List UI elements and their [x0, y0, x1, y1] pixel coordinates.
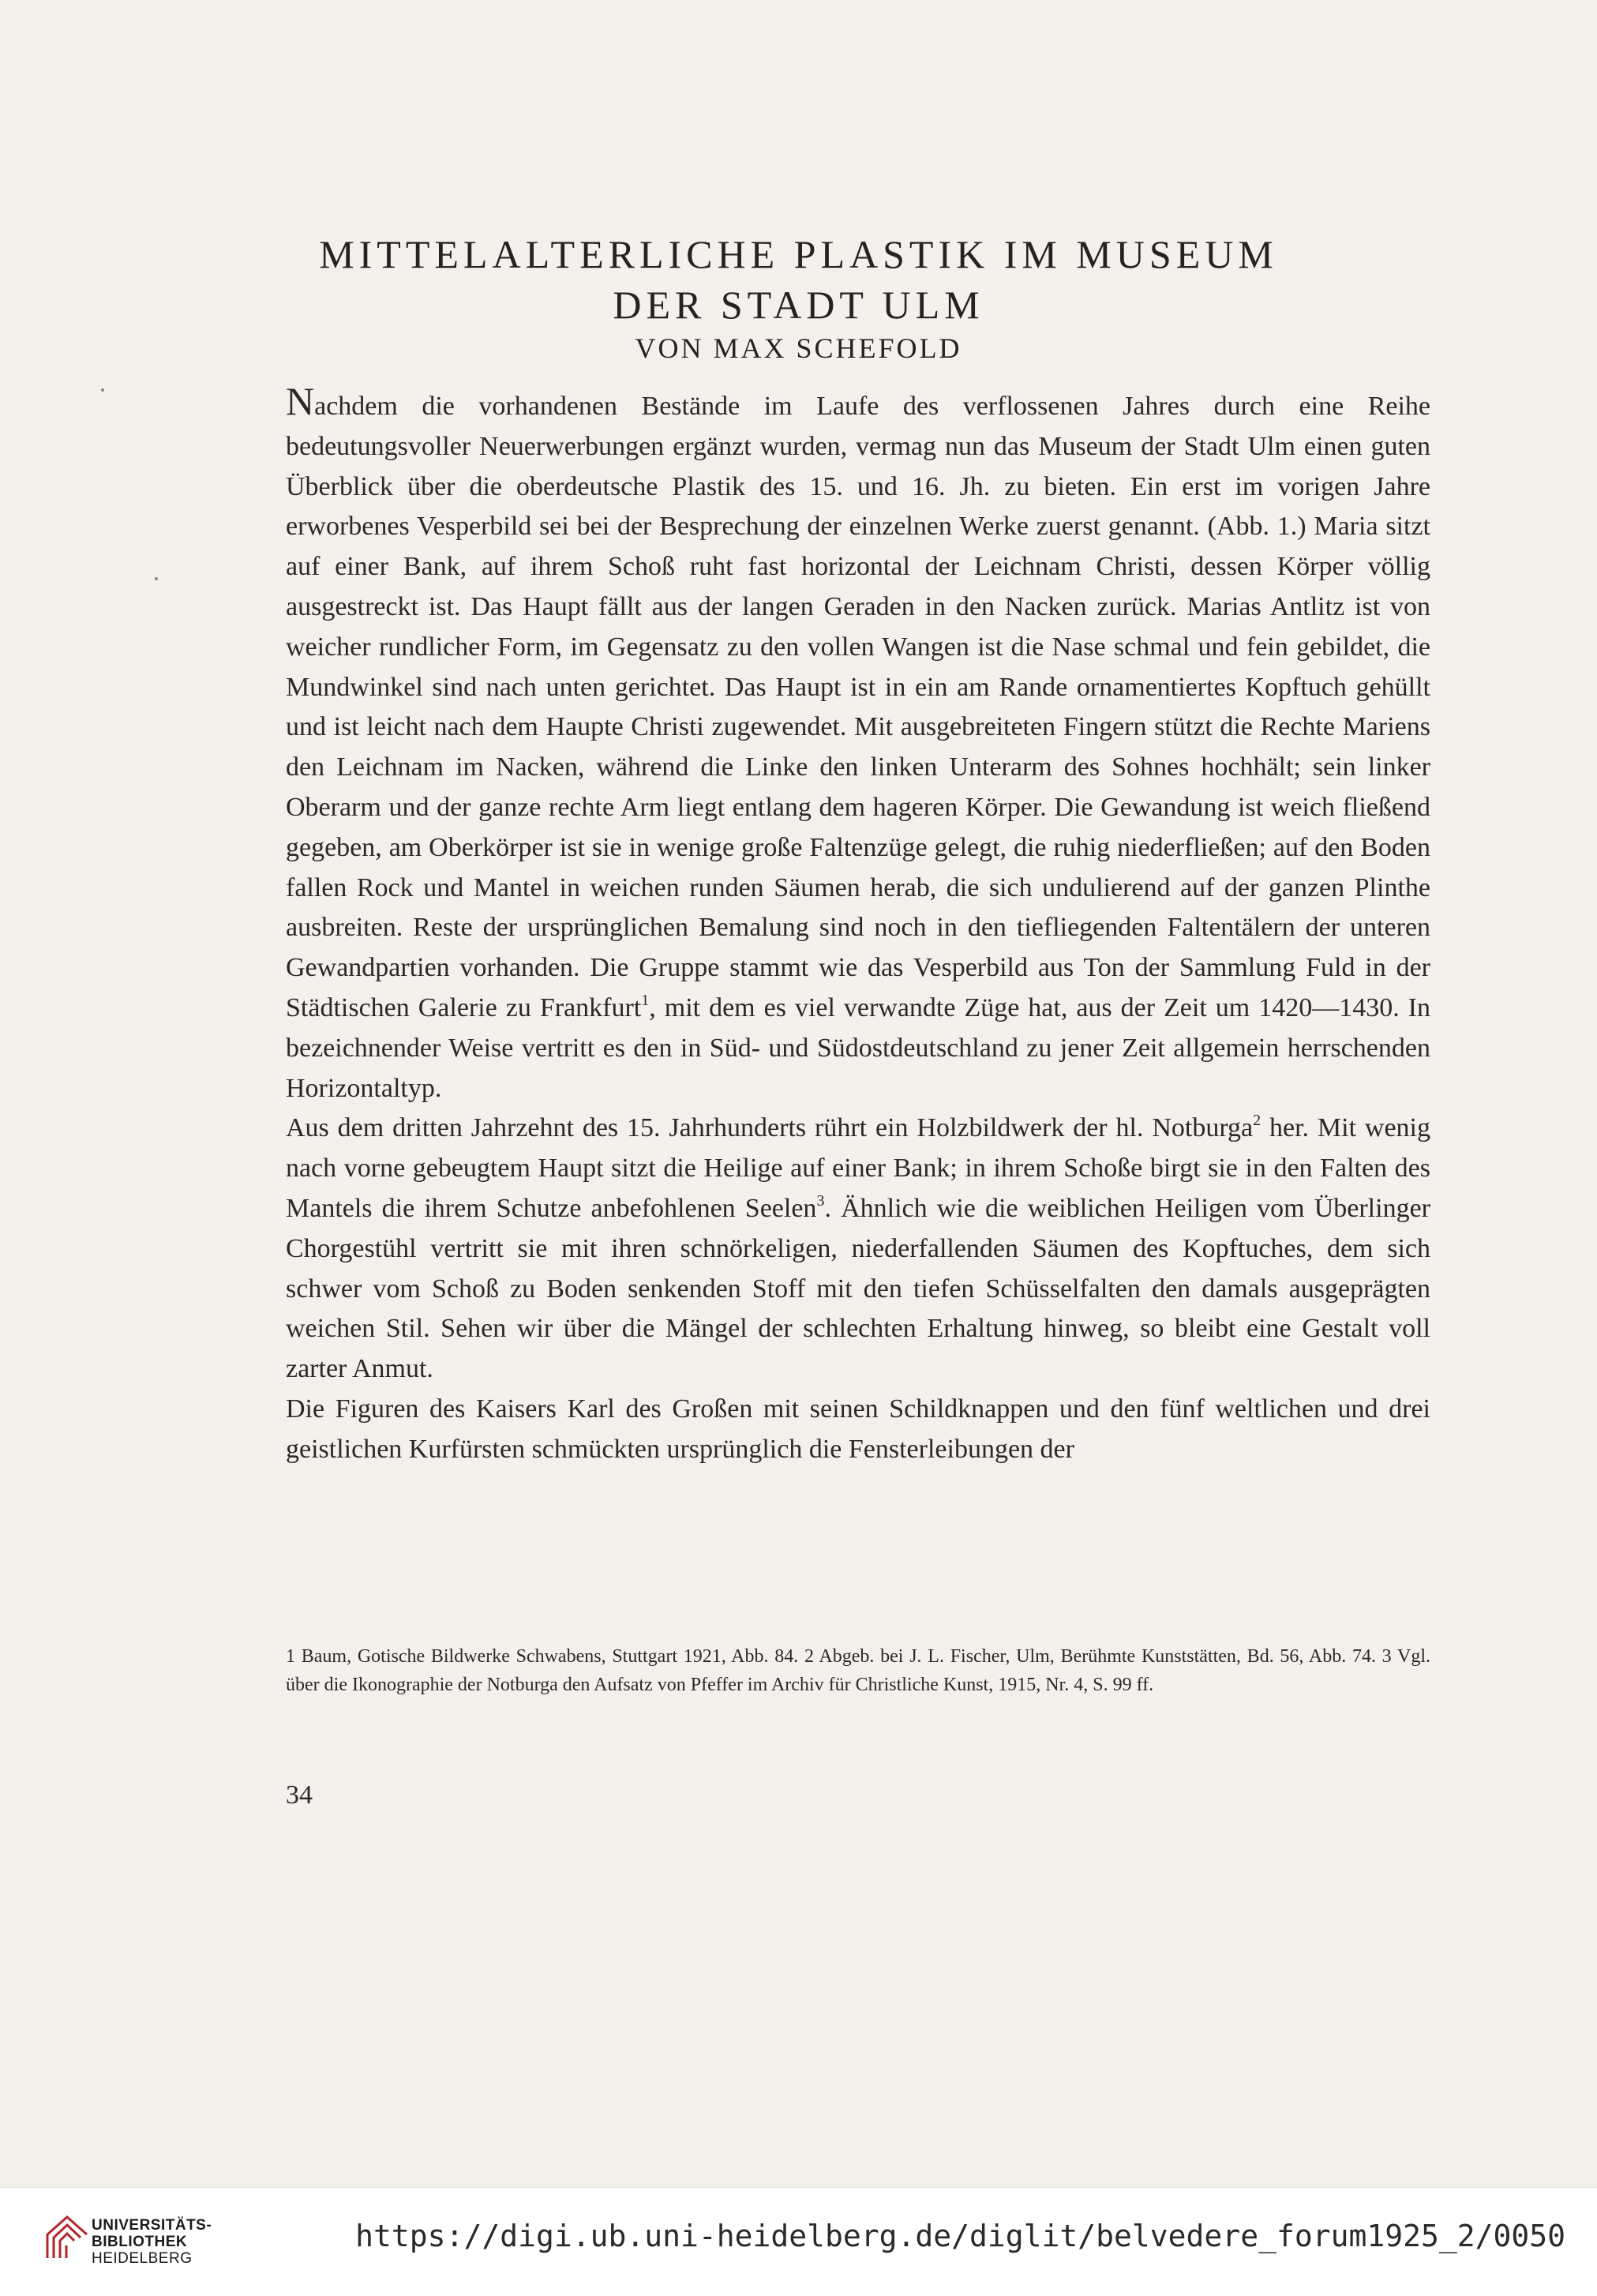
footnotes: 1 Baum, Gotische Bildwerke Schwabens, Stuttgart 1921, Abb. 84. 2 Abgeb. bei J. L. Fischer, Ulm, Berühmte Kunststätten, Bd. 56, Abb. 74. 3 Vgl. über die Ikonographie der Notburga den Aufsatz von Pfeffer im Archiv für Christliche Kunst, 1915, Nr. 4, S. 99 ff.: [286, 1646, 1430, 1695]
paragraph-1: [286, 379, 1431, 1109]
paragraph-3: [286, 1390, 1430, 1470]
paragraph-2: [286, 1109, 1430, 1390]
library-name-line-1: UNIVERSITÄTS-: [92, 2217, 212, 2234]
drop-cap: N: [286, 379, 315, 423]
paragraph-2-text-cont: her. Mit wenig nach vorne gebeugtem Haupt sitzt die Heilige auf einer Bank; in ihrem Schoße birgt sie in den Falten des Mantels die ihrem Schutze anbefohlenen Seelen: [286, 1113, 1430, 1223]
library-name-line-3: HEIDELBERG: [92, 2250, 193, 2267]
scan-speck: [101, 388, 104, 392]
page-number: 34: [286, 1780, 313, 1810]
title-line-1: MITTELALTERLICHE PLASTIK IM MUSEUM: [319, 232, 1278, 276]
article-title: [158, 229, 1439, 330]
paragraph-1-text-cont: , mit dem es viel verwandte Züge hat, aus der Zeit um 1420—1430. In bezeichnender Weise vertritt es den in Süd- und Südostdeutschland zu jener Zeit allgemein herrschenden Horizontaltyp.: [286, 992, 1431, 1103]
library-name-line-2: BIBLIOTHEK: [92, 2234, 188, 2250]
footnote-ref-1: 1: [641, 991, 650, 1009]
paragraph-2-text-end: . Ähnlich wie die weiblichen Heiligen vom Überlinger Chorgestühl vertritt sie mit ihren schnörkeligen, niederfallenden Säumen des Kopftuches, dem sich schwer vom Schoß zu Boden senkenden Stoff mit den tiefen Schüsselfalten den damals ausgeprägten weichen Stil. Sehen wir über die Mängel der schlechten Erhaltung hinweg, so bleibt eine Gestalt voll zarter Anmut.: [286, 1193, 1430, 1384]
footnote-ref-2: 2: [1253, 1112, 1261, 1130]
footnote-ref-3: 3: [816, 1191, 825, 1210]
permalink-url[interactable]: https://digi.ub.uni-heidelberg.de/diglit/belvedere_forum1925_2/0050: [355, 2219, 1565, 2253]
title-line-2: DER STADT ULM: [613, 283, 984, 327]
article-author: VON MAX SCHEFOLD: [635, 332, 962, 364]
paragraph-2-text: Aus dem dritten Jahrzehnt des 15. Jahrhunderts rührt ein Holzbildwerk der hl. Notburga: [286, 1113, 1254, 1143]
scan-speck: [155, 577, 158, 580]
library-name[interactable]: [92, 2217, 212, 2267]
ub-heidelberg-logo-icon[interactable]: [39, 2211, 95, 2266]
article-body: [286, 379, 1431, 1470]
paragraph-1-text: achdem die vorhandenen Bestände im Laufe des verflossenen Jahres durch eine Reihe bedeutungsvoller Neuerwerbungen ergänzt wurden, vermag nun das Museum der Stadt Ulm einen guten Überblick über die oberdeutsche Plastik des 15. und 16. Jh. zu bieten. Ein erst im vorigen Jahre erworbenes Vesperbild sei bei der Besprechung der einzelnen Werke zuerst genannt. (Abb. 1.) Maria sitzt auf einer Bank, auf ihrem Schoß ruht fast horizontal der Leichnam Christi, dessen Körper völlig ausgestreckt ist. Das Haupt fällt aus der langen Geraden in den Nacken zurück. Marias Antlitz ist von weicher rundlicher Form, im Gegensatz zu den vollen Wangen ist die Nase schmal und fein gebildet, die Mundwinkel sind nach unten gerichtet. Das Haupt ist in ein am Rande ornamentiertes Kopftuch gehüllt und ist leicht nach dem Haupte Christi zugewendet. Mit ausgebreiteten Fingern stützt die Rechte Mariens den Leichnam im Nacken, während die Linke den linken Unterarm des Sohnes hochhält; sein linker Oberarm und der ganze rechte Arm liegt entlang dem hageren Körper. Die Gewandung ist weich fließend gegeben, am Oberkörper ist sie in wenige große Faltenzüge gelegt, die ruhig niederfließen; auf den Boden fallen Rock und Mantel in weichen runden Säumen herab, die sich undulierend auf der ganzen Plinthe ausbreiten. Reste der ursprünglichen Bemalung sind noch in den tiefliegenden Faltentälern der unteren Gewandpartien vorhanden. Die Gruppe stammt wie das Vesperbild aus Ton der Sammlung Fuld in der Städtischen Galerie zu Frankfurt: [286, 392, 1430, 1022]
paragraph-3-text: Die Figuren des Kaisers Karl des Großen mit seinen Schildknappen und den fünf weltlichen und drei geistlichen Kurfürsten schmückten ursprünglich die Fensterleibungen der: [286, 1394, 1430, 1464]
